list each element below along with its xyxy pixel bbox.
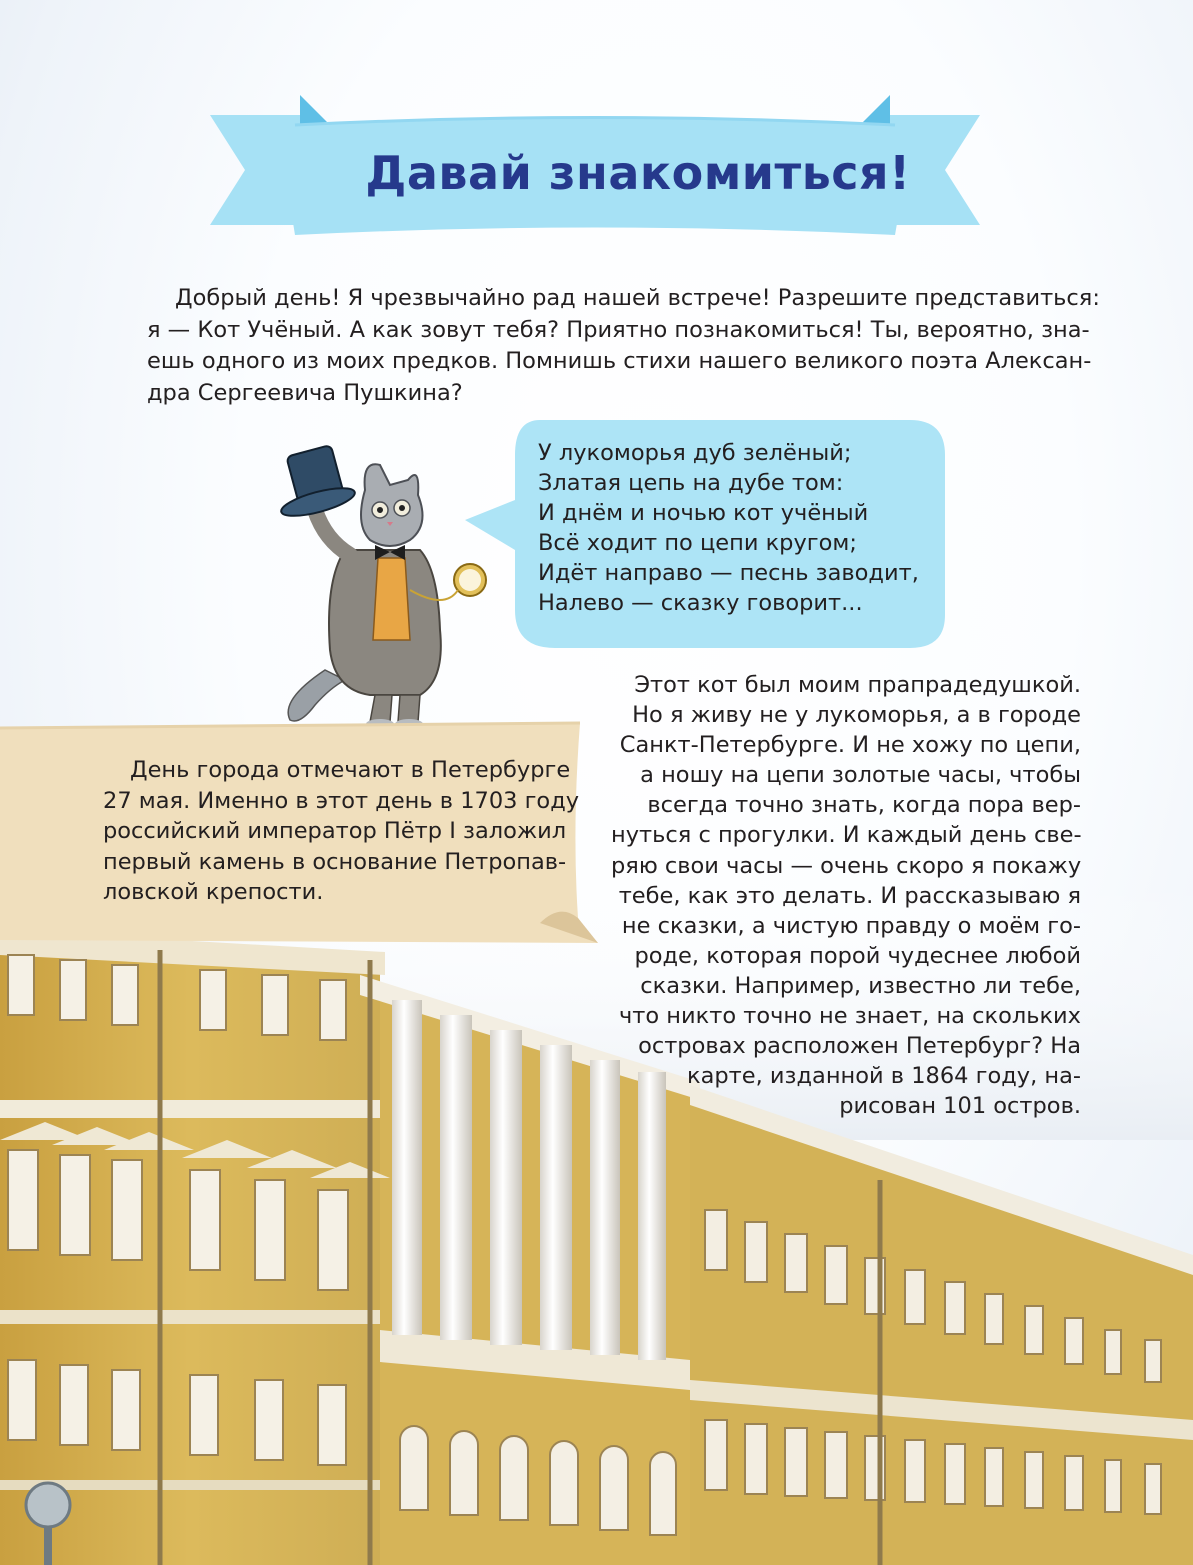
story-line: карте, изданной в 1864 году, на- <box>686 1063 1081 1090</box>
story-paragraph <box>611 670 1081 1121</box>
intro-paragraph <box>147 283 1100 409</box>
note-line: 27 мая. Именно в этот день в 1703 году <box>103 787 580 814</box>
note-line: День города отмечают в Петербурге <box>130 757 571 783</box>
story-line: рисован 101 остров. <box>839 1093 1081 1120</box>
story-line: Этот кот был моим прапрадедушкой. <box>634 672 1081 698</box>
story-line: ряю свои часы — очень скоро я покажу <box>611 852 1082 879</box>
poem-line: И днём и ночью кот учёный <box>538 500 869 526</box>
story-line: сказки. Например, известно ли тебе, <box>640 972 1081 999</box>
story-line: а ношу на цепи золотые часы, чтобы <box>640 762 1081 789</box>
story-line: всегда точно знать, когда пора вер- <box>647 792 1081 819</box>
story-line: не сказки, а чистую правду о моём го- <box>621 912 1081 939</box>
note-line: российский император Пётр I заложил <box>103 818 567 844</box>
story-line: нуться с прогулки. И каждый день све- <box>611 822 1082 849</box>
page-title: Давай знакомиться! <box>365 146 911 200</box>
intro-line: я — Кот Учёный. А как зовут тебя? Приятно познакомиться! Ты, вероятно, зна- <box>147 316 1090 343</box>
note-line: первый камень в основание Петропав- <box>103 848 567 875</box>
story-line: островах расположен Петербург? На <box>638 1033 1081 1060</box>
note-line: ловской крепости. <box>103 879 324 905</box>
intro-line: дра Сергеевича Пушкина? <box>147 379 463 406</box>
poem-line: Златая цепь на дубе том: <box>538 470 844 496</box>
intro-line: Добрый день! Я чрезвычайно рад нашей встрече! Разрешите представиться: <box>175 285 1100 311</box>
poem-line: Всё ходит по цепи кругом; <box>538 530 857 556</box>
poem-line: Идёт направо — песнь заводит, <box>538 560 919 586</box>
city-day-note <box>103 755 580 908</box>
story-line: Санкт-Петербурге. И не хожу по цепи, <box>619 732 1081 759</box>
story-line: что никто точно не знает, на скольких <box>618 1003 1081 1030</box>
poem-line: Налево — сказку говорит... <box>538 590 863 616</box>
pushkin-poem <box>538 438 938 618</box>
intro-line: ешь одного из моих предков. Помнишь стихи нашего великого поэта Алексан- <box>147 348 1092 374</box>
cat-illustration <box>270 440 500 730</box>
poem-line: У лукоморья дуб зелёный; <box>538 440 852 466</box>
story-line: роде, которая порой чудеснее любой <box>634 942 1081 969</box>
story-line: Но я живу не у лукоморья, а в городе <box>632 702 1081 729</box>
story-line: тебе, как это делать. И рассказываю я <box>618 882 1081 909</box>
